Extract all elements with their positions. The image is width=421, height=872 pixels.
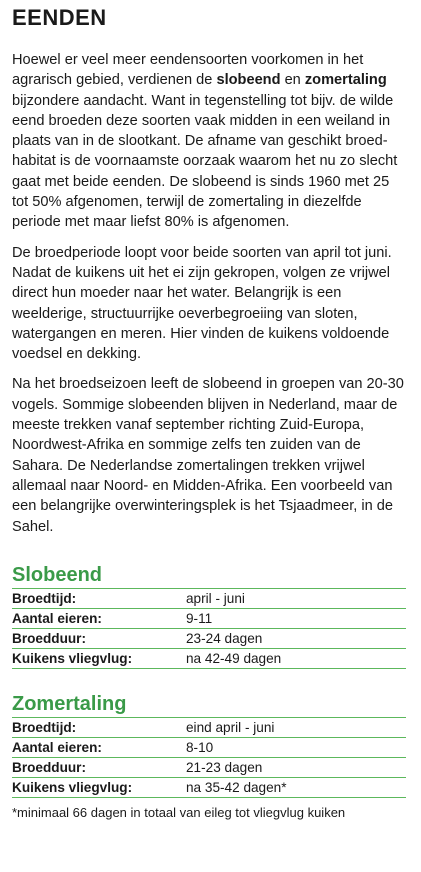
row-value: 9-11: [186, 608, 406, 628]
intro-text-1: Hoewel er veel meer eendensoorten voorkomen in het agrarisch gebied, verdienen de: [12, 52, 364, 89]
table-row: [12, 588, 406, 608]
row-value: april - juni: [186, 588, 406, 608]
table-row: [12, 777, 406, 797]
row-value: 23-24 dagen: [186, 628, 406, 648]
intro-paragraph: [12, 50, 409, 233]
row-value: eind april - juni: [186, 717, 406, 737]
footnote: *minimaal 66 dagen in totaal van eileg tot vliegvlug kuiken: [12, 804, 346, 820]
row-label: Aantal eieren:: [12, 737, 186, 757]
row-label: Aantal eieren:: [12, 608, 186, 628]
row-label: Broedduur:: [12, 628, 186, 648]
row-value: 8-10: [186, 737, 406, 757]
row-label: Broedtijd:: [12, 717, 186, 737]
zomertaling-heading: Zomertaling: [12, 692, 127, 715]
table-row: [12, 648, 406, 668]
intro-text-3: bijzondere aandacht. Want in tegenstelling tot bijv. de wilde eend broeden deze soorten vaak midden in een weiland in plaats van in de slootkant. De afname van geschikt broed-habitat is de voornaamste oorzaak waarom het nu zo slecht gaat met beide eenden. De slobeend is sinds 1960 met 25 tot 50% afgenomen, terwijl de zomertaling in diezelfde periode met maar liefst 80% is afgenomen.: [12, 92, 398, 231]
row-value: na 35-42 dagen*: [186, 777, 406, 797]
intro-text-2: en: [280, 72, 305, 89]
table-row: [12, 737, 406, 757]
table-row: [12, 628, 406, 648]
migration-paragraph: Na het broedseizoen leeft de slobeend in groepen van 20-30 vogels. Sommige slobeenden blijven in Nederland, maar de meeste trekken vanaf september richting Zuid-Europa, Noordwest-Afrika en sommige zelfs ten zuiden van de Sahara. De Nederlandse zomertalingen trekken vrijwel allemaal naar Noord- en Midden-Afrika. Een voorbeeld van een belangrijke overwinteringsplek is het Tsjaadmeer, in de Sahel.: [12, 376, 404, 535]
breeding-paragraph: De broedperiode loopt voor beide soorten van april tot juni. Nadat de kuikens uit het ei zijn gekropen, volgen ze vrijwel direct hun moeder naar het water. Belangrijk is een weelderige, structuurrijke oeverbegroeiing van sloten, watergangen en meren. Hier vinden de kuikens voldoende voedsel en dekking.: [12, 244, 392, 363]
page-title: EENDEN: [12, 5, 107, 30]
row-label: Broedtijd:: [12, 588, 186, 608]
row-label: Kuikens vliegvlug:: [12, 648, 186, 668]
slobeend-heading: Slobeend: [12, 563, 103, 586]
row-label: Broedduur:: [12, 757, 186, 777]
zomertaling-highlight: zomertaling: [304, 72, 387, 89]
table-row: [12, 608, 406, 628]
table-row: [12, 757, 406, 777]
row-value: na 42-49 dagen: [186, 648, 406, 668]
zomertaling-table: [12, 717, 406, 798]
row-label: Kuikens vliegvlug:: [12, 777, 186, 797]
row-value: 21-23 dagen: [186, 757, 406, 777]
slobeend-table: [12, 588, 406, 669]
table-row: [12, 717, 406, 737]
slobeend-highlight: slobeend: [216, 72, 281, 89]
